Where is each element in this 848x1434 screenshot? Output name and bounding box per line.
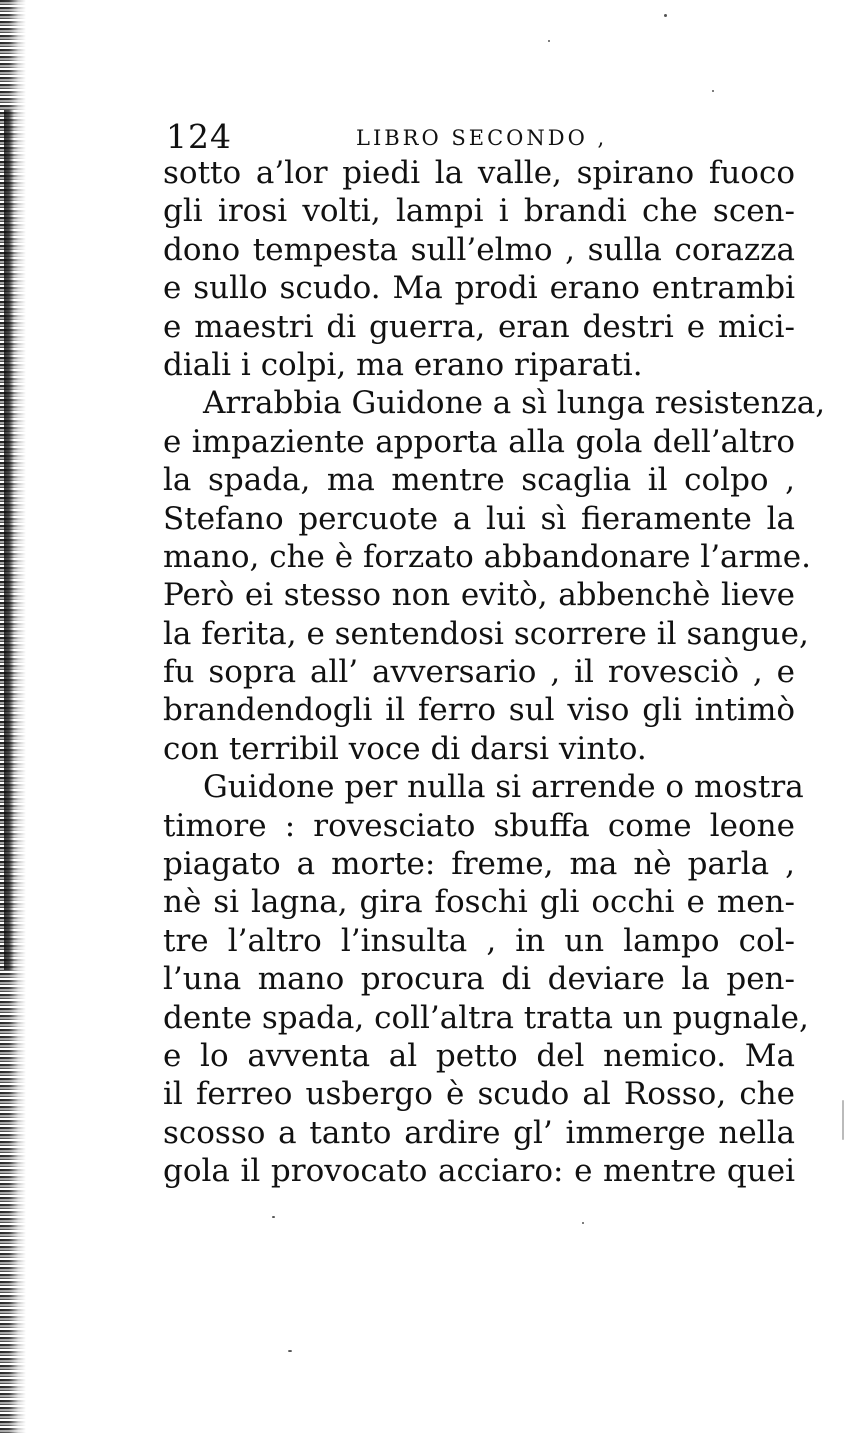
text-line: gli irosi volti, lampi i brandi che scen-: [163, 193, 795, 230]
text-line: scosso a tanto ardire gl’ immerge nella: [163, 1114, 795, 1151]
text-line: diali i colpi, ma erano riparati.: [163, 346, 643, 383]
text-line: tre l’altro l’insulta , in un lampo col-: [163, 922, 795, 959]
text-line: nè si lagna, gira foschi gli occhi e men-: [163, 884, 795, 921]
body-text: [163, 154, 826, 1191]
text-line: Guidone per nulla si arrende o mostra: [203, 769, 804, 806]
scan-speck: [288, 1350, 292, 1352]
scan-speck: [272, 1216, 275, 1218]
scan-speck: [548, 40, 550, 42]
text-line: con terribil voce di darsi vinto.: [163, 730, 647, 767]
scan-speck: [664, 14, 667, 17]
text-line: il ferreo usbergo è scudo al Rosso, che: [163, 1076, 795, 1113]
text-line: brandendogli il ferro sul viso gli intimò: [163, 692, 795, 729]
text-line: gola il provocato acciaro: e mentre quei: [163, 1153, 795, 1190]
text-line: dente spada, coll’altra tratta un pugnale,: [163, 999, 809, 1036]
text-line: dono tempesta sull’elmo , sulla corazza: [163, 231, 795, 268]
text-line: la spada, ma mentre scaglia il colpo ,: [163, 462, 795, 499]
running-head: LIBRO SECONDO ,: [356, 126, 608, 150]
text-line: Però ei stesso non evitò, abbenchè lieve: [163, 577, 795, 614]
text-line: piagato a morte: freme, ma nè parla ,: [163, 846, 795, 883]
scan-speck: [842, 1100, 844, 1140]
text-line: sotto a’lor piedi la valle, spirano fuoco: [163, 155, 795, 191]
text-line: timore : rovesciato sbuffa come leone: [163, 807, 795, 844]
text-line: Stefano percuote a lui sì fieramente la: [163, 500, 795, 537]
text-line: e impaziente apporta alla gola dell’altro: [163, 423, 795, 460]
text-line: la ferita, e sentendosi scorrere il sangue,: [163, 615, 809, 652]
text-line: l’una mano procura di deviare la pen-: [163, 961, 795, 998]
scan-speck: [582, 1222, 584, 1224]
scan-speck: [712, 90, 714, 92]
text-line: e lo avventa al petto del nemico. Ma: [163, 1037, 795, 1074]
page-number: 124: [166, 117, 232, 156]
text-line: Arrabbia Guidone a sì lunga resistenza,: [203, 385, 826, 422]
text-line: mano, che è forzato abbandonare l’arme.: [163, 538, 811, 575]
binding-shadow: [4, 110, 14, 970]
text-line: fu sopra all’ avversario , il rovesciò , e: [163, 654, 795, 691]
text-line: e maestri di guerra, eran destri e mici-: [163, 308, 795, 345]
text-line: e sullo scudo. Ma prodi erano entrambi: [163, 270, 795, 307]
